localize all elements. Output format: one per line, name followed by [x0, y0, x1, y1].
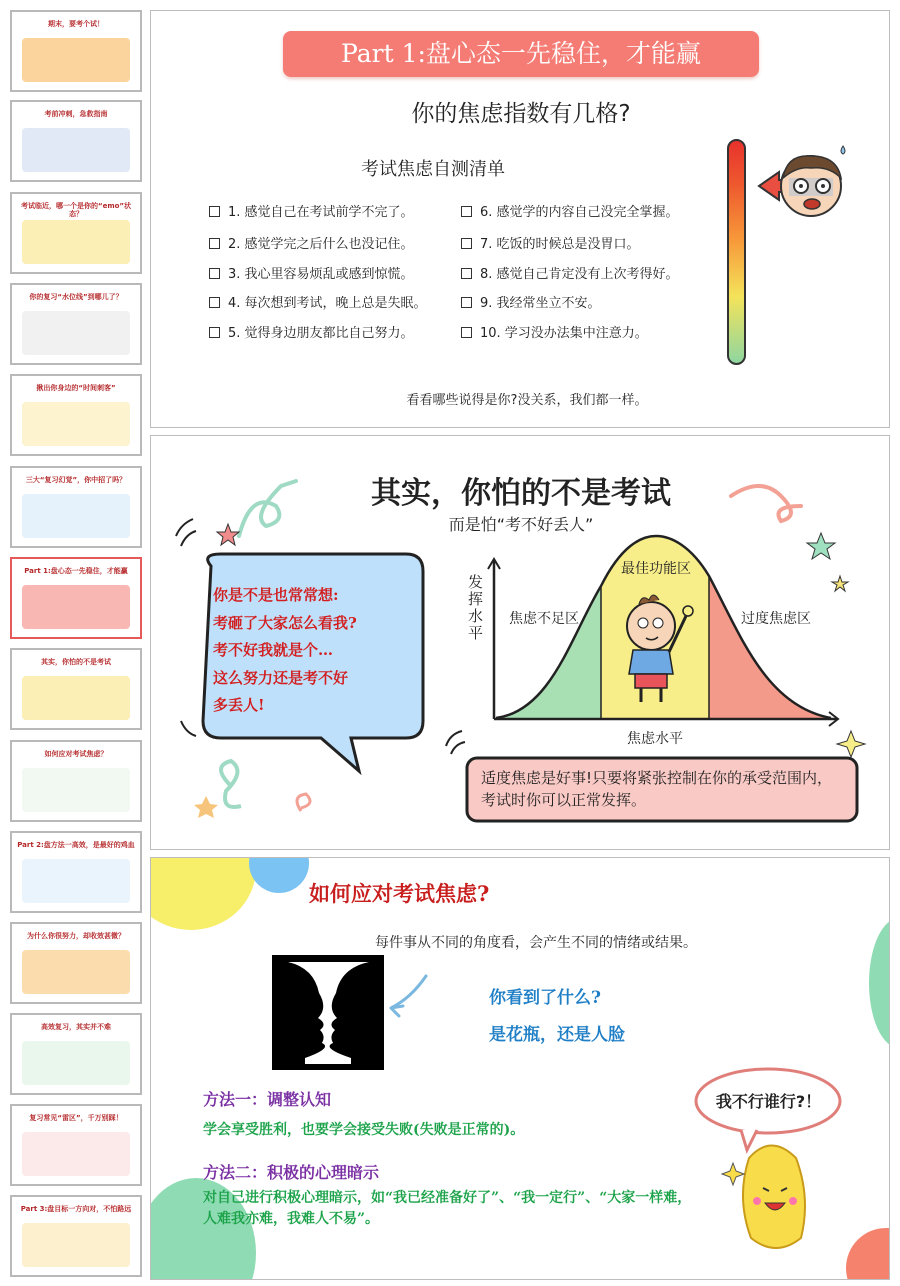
checklist-item[interactable]	[461, 292, 601, 311]
thumbnail-title: 高效复习，其实并不难	[41, 1023, 111, 1031]
thumbnail-title: 你的复习“水位线”到哪儿了？	[29, 293, 123, 301]
slide-thumbnail-11[interactable]	[10, 922, 142, 1004]
method-1-text: 学会享受胜利，也要学会接受失败(失败是正常的)。	[203, 1122, 525, 1138]
thumbnail-preview	[22, 494, 130, 538]
checkbox[interactable]	[461, 238, 472, 249]
method-2-text: 对自己进行积极心理暗示，如“我已经准备好了”、“我一定行”、“大家一样难，人难我亦难，我难人不易”。	[203, 1190, 692, 1227]
checkbox[interactable]	[209, 206, 220, 217]
slide-thumbnail-13[interactable]	[10, 1104, 142, 1186]
checkbox[interactable]	[461, 206, 472, 217]
checklist-item[interactable]	[209, 292, 427, 311]
bubble-line: 这么努力还是考不好	[213, 668, 349, 687]
y-axis-label: 发挥水平	[468, 573, 484, 642]
thumbnail-title: 复习常见“雷区”，千万别踩！	[29, 1114, 123, 1122]
thumbnail-title: 揪出你身边的“时间刺客”	[36, 384, 116, 392]
checklist-item-label: 1. 感觉自己在考试前学不完了。	[228, 205, 414, 220]
checklist-item-label: 9. 我经常坐立不安。	[480, 296, 601, 311]
slide-thumbnail-10[interactable]	[10, 831, 142, 913]
slide-title: 如何应对考试焦虑?	[309, 881, 490, 906]
thumbnail-preview	[22, 859, 130, 903]
checkbox[interactable]	[209, 268, 220, 279]
thumbnail-preview	[22, 38, 130, 82]
thumbnail-preview	[22, 1132, 130, 1176]
thumbnail-preview	[22, 950, 130, 994]
speech-bubble-text	[213, 582, 357, 720]
thumbnail-title: 三大“复习幻觉”，你中招了吗？	[25, 476, 127, 484]
bubble-line: 你是不是也常常想:	[213, 586, 339, 604]
slide-thumbnail-3[interactable]	[10, 192, 142, 274]
thumbnail-preview	[22, 311, 130, 355]
thumbnail-title: 其实，你怕的不是考试	[41, 658, 111, 666]
checkbox[interactable]	[209, 297, 220, 308]
slide-thumbnail-1[interactable]	[10, 10, 142, 92]
thumbnail-preview	[22, 1041, 130, 1085]
slide-thumbnail-6[interactable]	[10, 466, 142, 548]
checklist-item[interactable]	[461, 263, 679, 282]
slide-3-coping-anxiety[interactable]	[150, 857, 890, 1280]
checklist-item[interactable]	[461, 322, 648, 341]
zone-low-area	[496, 586, 601, 718]
intro-text: 每件事从不同的角度看，会产生不同的情绪或结果。	[375, 935, 697, 951]
checklist-item-label: 4. 每次想到考试，晚上总是失眠。	[228, 296, 427, 311]
bubble-line: 考砸了大家怎么看我?	[213, 613, 357, 632]
vase-faces-illusion-image	[272, 955, 384, 1070]
checklist-item-label: 10. 学习没办法集中注意力。	[480, 326, 648, 341]
speech-bubble-text: 我不行谁行?！	[715, 1092, 822, 1111]
thumbnail-title: 如何应对考试焦虑？	[44, 750, 108, 758]
slide-1-anxiety-checklist[interactable]	[150, 10, 890, 428]
zone-label-high: 过度焦虑区	[741, 611, 811, 627]
zone-label-optimal: 最佳功能区	[621, 561, 691, 577]
checkbox[interactable]	[461, 268, 472, 279]
checklist-item-label: 5. 觉得身边朋友都比自己努力。	[228, 326, 414, 341]
checklist-item-label: 2. 感觉学完之后什么也没记住。	[228, 237, 414, 252]
slide-thumbnail-14[interactable]	[10, 1195, 142, 1277]
checklist-item[interactable]	[209, 322, 414, 341]
method-2-title: 方法二：积极的心理暗示	[203, 1163, 380, 1182]
answer-text: 是花瓶，还是人脸	[489, 1025, 625, 1045]
worried-face-icon	[751, 136, 851, 221]
slide-thumbnail-12[interactable]	[10, 1013, 142, 1095]
thumbnail-preview	[22, 585, 130, 629]
checklist-item[interactable]	[461, 201, 679, 220]
method-1-title: 方法一：调整认知	[203, 1090, 332, 1109]
zone-high-area	[709, 576, 831, 718]
slide-footer-text: 看看哪些说得是你?没关系，我们都一样。	[406, 393, 648, 408]
slide-thumbnail-7[interactable]	[10, 557, 142, 639]
checkbox[interactable]	[209, 327, 220, 338]
part-banner	[283, 31, 759, 77]
potato-mascot-icon	[722, 1146, 805, 1249]
checklist-title: 考试焦虑自测清单	[361, 159, 505, 180]
bubble-line: 多丢人!	[213, 696, 265, 714]
slide-2-fear-not-exam[interactable]	[150, 435, 890, 850]
zone-label-low: 焦虑不足区	[509, 611, 579, 627]
thumbnail-title: 考试临近，哪一个是你的“emo”状态？	[20, 202, 132, 219]
thumbnail-preview	[22, 220, 130, 264]
thumbnail-preview	[22, 128, 130, 172]
checkbox[interactable]	[461, 297, 472, 308]
banner-text: Part 1:盘心态一先稳住，才能赢	[341, 39, 701, 68]
thumbnail-preview	[22, 768, 130, 812]
checklist-item[interactable]	[209, 201, 414, 220]
slide-title: 其实，你怕的不是考试	[371, 476, 671, 511]
arrow-left-icon	[391, 976, 426, 1016]
checkbox[interactable]	[209, 238, 220, 249]
thumbnail-title: 考前冲刺，急救指南	[44, 110, 108, 118]
thumbnail-title: 为什么你很努力，却收效甚微？	[27, 932, 125, 940]
checklist-item[interactable]	[209, 263, 414, 282]
checklist-item[interactable]	[461, 233, 640, 252]
checklist-item[interactable]	[209, 233, 414, 252]
note-text: 适度焦虑是好事!只要将紧张控制在你的承受范围内，考试时你可以正常发挥。	[481, 769, 833, 809]
checklist-item-label: 8. 感觉自己肯定没有上次考得好。	[480, 267, 679, 282]
thumbnail-preview	[22, 676, 130, 720]
slide-heading: 你的焦虑指数有几格?	[411, 101, 631, 127]
anxiety-gauge	[727, 139, 746, 365]
slide-thumbnail-4[interactable]	[10, 283, 142, 365]
thumbnail-title: Part 1:盘心态一先稳住，才能赢	[24, 567, 128, 575]
question-text: 你看到了什么?	[489, 988, 601, 1008]
thumbnail-title: 期末，要考个试！	[48, 20, 104, 28]
slide-thumbnail-2[interactable]	[10, 100, 142, 182]
checklist-item-label: 3. 我心里容易烦乱或感到惊慌。	[228, 267, 414, 282]
checklist-item-label: 7. 吃饭的时候总是没胃口。	[480, 237, 640, 252]
thumbnail-title: Part 3:盘目标一方向对，不怕路远	[20, 1205, 132, 1213]
bubble-line: 考不好我就是个…	[213, 641, 334, 659]
slide-thumbnail-5[interactable]	[10, 374, 142, 456]
thumbnail-preview	[22, 402, 130, 446]
slide-thumbnail-8[interactable]	[10, 648, 142, 730]
checkbox[interactable]	[461, 327, 472, 338]
slide-thumbnail-9[interactable]	[10, 740, 142, 822]
checklist-item-label: 6. 感觉学的内容自己没完全掌握。	[480, 205, 679, 220]
thumbnail-preview	[22, 1223, 130, 1267]
thumbnail-title: Part 2:盘方法一高效，是最好的鸡血	[17, 841, 135, 849]
x-axis-label: 焦虑水平	[627, 731, 683, 747]
slide-subtitle: 而是怕“考不好丢人”	[448, 515, 594, 534]
